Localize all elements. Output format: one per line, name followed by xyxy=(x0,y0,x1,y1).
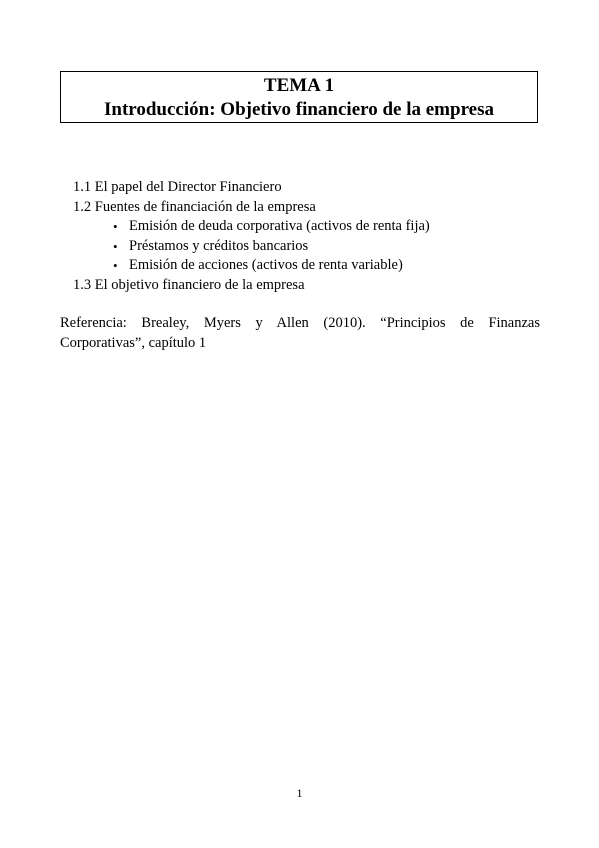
bullet-icon: • xyxy=(113,258,118,273)
list-item xyxy=(73,237,430,257)
page-title: TEMA 1 xyxy=(263,75,335,96)
bullet-icon: • xyxy=(113,219,118,234)
reference-text: Referencia: Brealey, Myers y Allen (2010). “Principios de Finanzas Corporativas”, capítulo 1 xyxy=(60,315,540,351)
page-subtitle: Introducción: Objetivo financiero de la empresa xyxy=(103,99,494,120)
financing-sources-list xyxy=(73,217,430,276)
outline-item-1-2: 1.2 Fuentes de financiación de la empresa xyxy=(73,198,316,215)
title-box xyxy=(60,71,538,123)
outline-item-1-1: 1.1 El papel del Director Financiero xyxy=(73,179,282,195)
bullet-icon: • xyxy=(113,238,118,254)
page-number: 1 xyxy=(296,786,303,800)
outline-item-1-3: 1.3 El objetivo financiero de la empresa xyxy=(73,276,305,293)
list-item-label: Emisión de acciones (activos de renta variable) xyxy=(129,257,403,273)
list-item-label: Préstamos y créditos bancarios xyxy=(129,237,309,254)
list-item-label: Emisión de deuda corporativa (activos de renta fija) xyxy=(129,218,430,234)
topic-outline xyxy=(73,178,430,295)
list-item xyxy=(73,256,430,276)
list-item xyxy=(73,217,430,237)
